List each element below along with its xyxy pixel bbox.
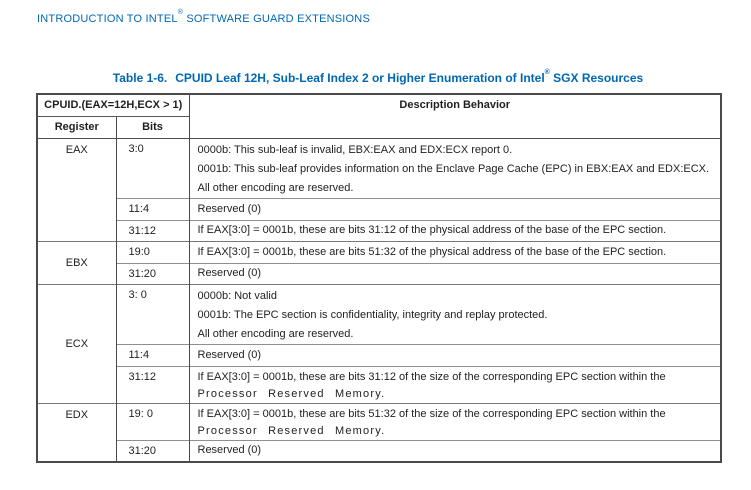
description-cell bbox=[189, 366, 721, 403]
header-bits: Bits bbox=[116, 116, 189, 138]
table-title-text: CPUID Leaf 12H, Sub-Leaf Index 2 or Higher Enumeration of Intel bbox=[175, 71, 545, 85]
bits-cell: 31:12 bbox=[116, 220, 189, 241]
description-line: Reserved (0) bbox=[197, 348, 262, 361]
description-line: All other encoding are reserved. bbox=[197, 181, 354, 194]
registered-trademark-icon: ® bbox=[177, 9, 184, 17]
description-line: Reserved (0) bbox=[197, 267, 262, 279]
table-title bbox=[36, 71, 720, 85]
description-line: If EAX[3:0] = 0001b, these are bits 31:12 of the physical address of the base of the EPC section. bbox=[197, 224, 667, 236]
description-cell bbox=[189, 198, 721, 220]
description-cell bbox=[189, 241, 721, 263]
table-title-text-suffix: SGX Resources bbox=[549, 71, 644, 85]
description-line: If EAX[3:0] = 0001b, these are bits 51:32 of the physical address of the base of the EPC section. bbox=[197, 245, 667, 258]
description-line: Processor Reserved Memory. bbox=[197, 387, 386, 400]
description-line: 0000b: This sub-leaf is invalid, EBX:EAX and EDX:ECX report 0. bbox=[197, 143, 513, 156]
description-cell bbox=[189, 263, 721, 284]
description-cell bbox=[189, 138, 721, 198]
header-register: Register bbox=[37, 116, 116, 138]
description-line: If EAX[3:0] = 0001b, these are bits 31:12 of the size of the corresponding EPC section within the bbox=[197, 370, 666, 383]
running-header-text: INTRODUCTION TO INTEL bbox=[37, 13, 178, 25]
description-line: 0001b: This sub-leaf provides information on the Enclave Page Cache (EPC) in EBX:EAX and EDX:ECX. bbox=[197, 162, 710, 175]
cpuid-leaf-12h-table bbox=[36, 93, 722, 463]
register-cell-edx: EDX bbox=[37, 403, 116, 462]
description-line: Reserved (0) bbox=[197, 202, 262, 215]
description-line: 0000b: Not valid bbox=[197, 289, 277, 302]
bits-cell: 3:0 bbox=[116, 138, 189, 198]
register-cell-ebx: EBX bbox=[37, 241, 116, 284]
bits-cell: 11:4 bbox=[116, 198, 189, 220]
bits-cell: 31:12 bbox=[116, 366, 189, 403]
table-number-label: Table 1-6. bbox=[112, 71, 168, 85]
bits-cell: 19: 0 bbox=[116, 403, 189, 440]
header-cpuid-group: CPUID.(EAX=12H,ECX > 1) bbox=[37, 94, 189, 116]
description-cell bbox=[189, 220, 721, 241]
register-cell-eax: EAX bbox=[37, 138, 116, 241]
description-line: All other encoding are reserved. bbox=[197, 327, 354, 340]
bits-cell: 3: 0 bbox=[116, 284, 189, 344]
description-line: If EAX[3:0] = 0001b, these are bits 51:32 of the size of the corresponding EPC section within the bbox=[197, 407, 666, 420]
bits-cell: 31:20 bbox=[116, 440, 189, 462]
bits-cell: 31:20 bbox=[116, 263, 189, 284]
description-cell bbox=[189, 284, 721, 344]
description-cell bbox=[189, 403, 721, 440]
bits-cell: 19:0 bbox=[116, 241, 189, 263]
description-cell bbox=[189, 344, 721, 366]
description-line: Processor Reserved Memory. bbox=[197, 424, 386, 437]
header-description-behavior: Description Behavior bbox=[189, 94, 721, 138]
description-line: 0001b: The EPC section is confidentiality, integrity and replay protected. bbox=[197, 308, 548, 321]
description-cell bbox=[189, 440, 721, 462]
description-line: Reserved (0) bbox=[197, 444, 262, 457]
registered-trademark-icon: ® bbox=[544, 69, 550, 76]
bits-cell: 11:4 bbox=[116, 344, 189, 366]
running-header bbox=[37, 9, 370, 25]
running-header-text-suffix: SOFTWARE GUARD EXTENSIONS bbox=[183, 13, 370, 25]
register-cell-ecx: ECX bbox=[37, 284, 116, 403]
